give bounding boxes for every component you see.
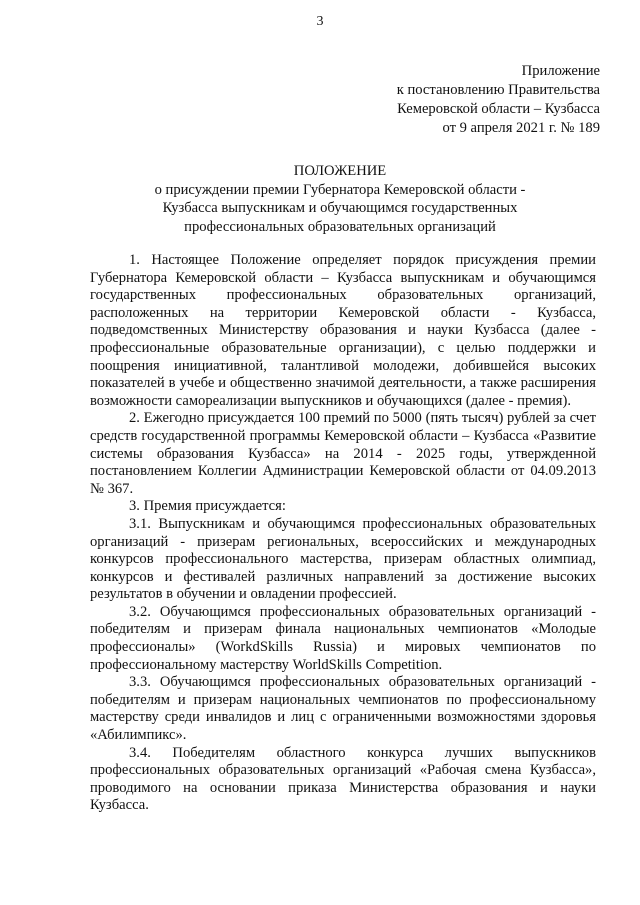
page-number: 3	[316, 14, 324, 29]
paragraph-2: 2. Ежегодно присуждается 100 премий по 5000 (пять тысяч) рублей за счет средств государственной программы Кемеровской области – Кузбасса «Развитие системы образования Кузбасса» на 2014 - 2025 годы, утвержденной постановлением Коллегии Администрации Кемеровской области от 04.09.2013 № 367.	[90, 410, 596, 497]
title-line: профессиональных образовательных организаций	[184, 218, 496, 235]
paragraph-3-2: 3.2. Обучающимся профессиональных образовательных организаций - победителям и призерам финала национальных чемпионатов «Молодые профессионалы» (WorkdSkills Russia) и мировых чемпионатов по профессиональному мастерству WorldSkills Competition.	[90, 603, 596, 673]
appendix-block	[378, 62, 600, 138]
title-heading: ПОЛОЖЕНИЕ	[293, 163, 387, 179]
appendix-line: к постановлению Правительства	[396, 82, 600, 98]
document-title	[70, 162, 610, 236]
title-line: Кузбасса выпускникам и обучающимся государственных	[162, 200, 518, 216]
title-line: о присуждении премии Губернатора Кемеровской области -	[154, 181, 526, 198]
appendix-line: Кемеровской области – Кузбасса	[397, 101, 600, 117]
paragraph-3-3: 3.3. Обучающимся профессиональных образовательных организаций - победителям и призерам национальных чемпионатов по профессиональному мастерству среди инвалидов и лиц с ограниченными возможностями здоровья «Абилимпикс».	[90, 674, 596, 744]
paragraph-1: 1. Настоящее Положение определяет порядок присуждения премии Губернатора Кемеровской области – Кузбасса выпускникам и обучающимся государственных профессиональных образовательных организаций, расположенных на территории Кемеровской области - Кузбасса, подведомственных Министерству образования и науки Кузбасса (далее - профессиональные образовательные организации), с целью поддержки и поощрения инициативной, талантливой молодежи, добившейся высоких показателей в учебе и общественно значимой деятельности, а также расширения возможности самореализации выпускников и обучающихся (далее - премия).	[90, 252, 596, 409]
paragraph-3: 3. Премия присуждается:	[129, 498, 286, 515]
appendix-line: от 9 апреля 2021 г. № 189	[442, 120, 600, 136]
document-body	[90, 252, 596, 815]
paragraph-3-4: 3.4. Победителям областного конкурса лучших выпускников профессиональных образовательных организаций «Рабочая смена Кузбасса», проводимого на основании приказа Министерства образования и науки Кузбасса.	[90, 744, 596, 814]
paragraph-3-1: 3.1. Выпускникам и обучающимся профессиональных образовательных организаций - призерам региональных, всероссийских и международных конкурсов профессионального мастерства, призерам областных олимпиад, конкурсов и фестивалей различных направлений за достижение высоких результатов в обучении и овладении профессией.	[90, 515, 596, 603]
appendix-line: Приложение	[521, 63, 600, 79]
